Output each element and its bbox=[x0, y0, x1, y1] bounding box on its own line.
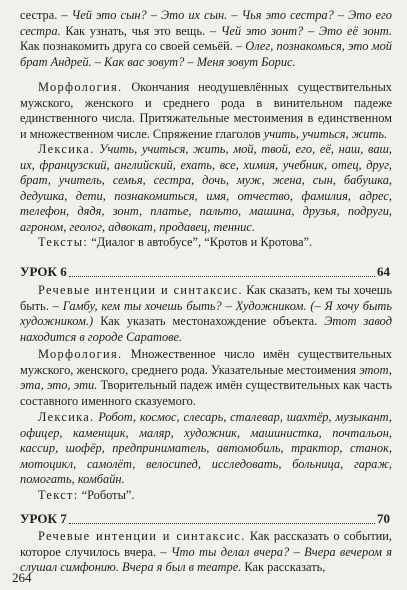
section-label: Текст: bbox=[38, 488, 79, 502]
lesson5-texts-paragraph bbox=[20, 235, 392, 251]
section-label: Лексика. bbox=[38, 142, 95, 156]
lesson6-morphology-paragraph bbox=[20, 347, 392, 409]
lesson5-lexicon-paragraph bbox=[20, 142, 392, 236]
text-run: “Диалог в автобусе”, “Кротов и Кротова”. bbox=[88, 235, 313, 249]
lesson6-intentions-paragraph bbox=[20, 283, 392, 345]
example-dialog: Чей это сын? – Это их сын. – Чья это сестра? – Это его сестра. bbox=[20, 8, 392, 38]
example-dialog: Чей это зонт? – Это её зонт. bbox=[220, 23, 392, 38]
page-number: 264 bbox=[12, 570, 32, 585]
text-run: Как сказать, кем ты хочешь быть. – bbox=[20, 283, 392, 313]
lesson7-intentions-paragraph bbox=[20, 529, 392, 576]
word-list: Робот, космос, слесарь, сталевар, шахтёр, музыкант, офицер, каменщик, маляр, художник, машинистка, почтальон, кассир, шофёр, предприниматель, автомобиль, трактор, станок, мотоцикл, самолёт, велосипед, исследовать, больница, гараж, помогать, комбайн. bbox=[20, 410, 392, 487]
leader-dots bbox=[69, 275, 375, 277]
text-run: Как познакомить друга со своей семьёй. – bbox=[20, 39, 246, 54]
section-label: Морфология. bbox=[38, 80, 123, 94]
text-run: Как рассказать о событии, которое случилось вчера. – bbox=[20, 529, 392, 559]
lesson5-morphology-paragraph bbox=[20, 80, 392, 142]
text-run: Как указать местонахождение объекта. bbox=[93, 314, 325, 329]
text-run: сестра. – bbox=[20, 8, 72, 22]
section-label: Лексика. bbox=[38, 410, 95, 424]
leader-dots bbox=[69, 522, 375, 524]
lesson-page-number: 70 bbox=[377, 511, 390, 526]
example-words: этот, эта, это, эти. bbox=[20, 362, 392, 393]
lesson-title: УРОК 6 bbox=[20, 264, 67, 279]
lesson6-text-paragraph bbox=[20, 488, 392, 504]
section-label: Речевые интенции и синтаксис. bbox=[38, 529, 246, 543]
word-list: Учить, учиться, жить, мой, твой, его, её, наш, ваш, их, французский, английский, ехать, все, химия, учебник, отец, друг, брат, учитель, семья, сестра, дочь, муж, жена, сын, бабушка, дедушка, дети, познакомиться, имя, отчество, фамилия, адрес, телефон, дядя, зонт, платье, пальто, машина, друзья, подруги, агроном, геолог, адвокат, продавец, теннис. bbox=[20, 142, 392, 234]
text-run: Окончания неодушевлённых существительных мужского, женского и среднего рода в винительном падеже единственного числа. Притяжательные местоимения в единственном и множественном числе. Спряжение глаголов bbox=[20, 80, 392, 141]
section-label: Тексты: bbox=[38, 235, 89, 249]
text-run: Как рассказать, bbox=[241, 560, 326, 575]
example-dialog: Гамбу, кем ты хочешь быть? – Художником. (– Я хочу быть художником.) bbox=[20, 298, 393, 329]
text-run: Творительный падеж имён существительных как часть составного именного сказуемого. bbox=[20, 378, 392, 408]
section-label: Речевые интенции и синтаксис. bbox=[38, 283, 243, 297]
example-dialog: Этот завод находится в городе Саратове. bbox=[20, 314, 392, 344]
lesson7-heading bbox=[20, 511, 390, 527]
text-run: Множественное число имён существительных мужского, женского, среднего рода. Указательные местоимения bbox=[20, 347, 392, 377]
lesson6-lexicon-paragraph bbox=[20, 410, 392, 488]
text-run: “Роботы”. bbox=[78, 488, 135, 502]
lesson-title: УРОК 7 bbox=[20, 511, 67, 526]
lesson-page-number: 64 bbox=[377, 264, 390, 279]
lesson6-heading bbox=[20, 264, 390, 280]
text-run: Как узнать, чья это вещь. – bbox=[60, 23, 221, 38]
lesson5-dialog-paragraph bbox=[20, 8, 392, 70]
example-dialog: Что ты делал вчера? – Вчера вечером я слушал симфонию. Вчера я был в театре. bbox=[20, 544, 392, 575]
section-label: Морфология. bbox=[38, 347, 123, 361]
example-words: учить, учиться, жить. bbox=[263, 126, 388, 141]
example-dialog: Олег, познакомься, это мой брат Андрей. – Как вас зовут? – Меня зовут Борис. bbox=[20, 39, 392, 69]
